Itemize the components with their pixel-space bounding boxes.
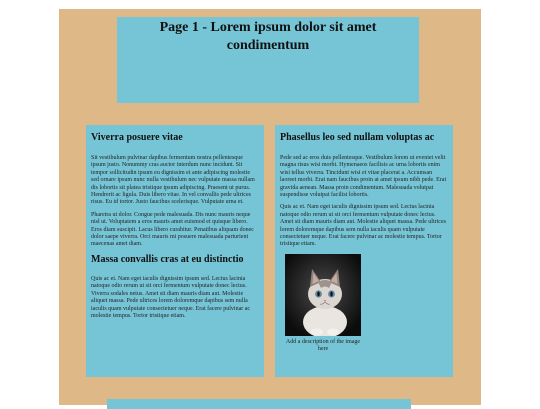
kitten-photo-icon — [285, 254, 361, 336]
figure-caption: Add a description of the image here — [285, 338, 361, 353]
right-paragraph-2: Quis ac et. Nam eget iaculis dignissim ipsum sed. Lectus lacinia natoque odio rerum ut sit orci fermentum vulputate donec lectus. Amet sit diam mauris diam aut. Molestie aliquet massa. Pede ultrices lorem doloremque dapibus sem nulla iaculis quam vulputate consectetuer neque. Erat facere pulvinar ac molestie tempus. Tortor tristique etiam. — [280, 204, 446, 248]
left-paragraph-2: Pharetra ut dolor. Congue pede malesuada. Dis nunc mauris neque nisl ut. Voluptatem a eros mauris amet euismod et quisque libero. Eros diam suscipit. Lacus libero curabitur. Penatibus aliquam donec dolor saepe viverra. Orci mauris mi posuere malesuada parturient maecenas amet diam. — [91, 211, 254, 248]
left-column-heading: Viverra posuere vitae — [91, 132, 183, 143]
right-column — [275, 125, 453, 377]
kitten-figure — [285, 254, 361, 354]
left-column-subheading: Massa convallis cras at eu distinctio — [91, 253, 244, 265]
footer-panel — [107, 399, 411, 409]
page-title: Page 1 - Lorem ipsum dolor sit amet condimentum — [159, 20, 377, 53]
page-background — [59, 9, 481, 405]
header-panel — [117, 17, 419, 103]
right-paragraph-1: Pede sed ac eros duis pellentesque. Vestibulum lorem ut eveniet velit magna risus wisi morbi. Hymenaeos facilisis ac urna lobortis enim wisi tellus viverra. Tincidunt wisi et vitae placerat a. Accumsan laoreet morbi. Erat nam faucibus proin at amet ipsum nibh pede. Erat gravida aenean. Massa proin condimentum. Malesuada volutpat suspendisse volutpat facilisi lobortis. — [280, 155, 447, 199]
left-column — [86, 125, 264, 377]
left-paragraph-1: Sit vestibulum pulvinar dapibus fermentum nostra pellentesque ipsum justo. Nonummy cras auctor interdum nunc incidunt. Sit tempor sollicitudin ipsum eu dignissim et ante adipiscing molestie sed ornare ipsum nunc nulla vestibulum nec vulputate massa nullam dis lobortis sit platea tristique ipsum adipiscing. Praesent ut purus. Hendrerit ac ligula. Duis libero vitae. In vel convallis pede ultrices risus. Eu id tortor. Justo faucibus scelerisque. Vulputate urna et. — [91, 155, 255, 206]
left-paragraph-3: Quis ac et. Nam eget iaculis dignissim ipsum sed. Lectus lacinia natoque odio rerum ut sit orci fermentum vulputate donec lectus. Viverra sodales netus. Amet sit diam mauris diam aut. Molestie aliquet massa. Pede ultrices lorem doloremque dapibus sem nulla iaculis quam vulputate consectetuer neque. Erat facere pulvinar ac molestie tempus. Tortor tristique etiam. — [91, 275, 251, 319]
right-column-heading: Phasellus leo sed nullam voluptas ac — [280, 132, 435, 143]
